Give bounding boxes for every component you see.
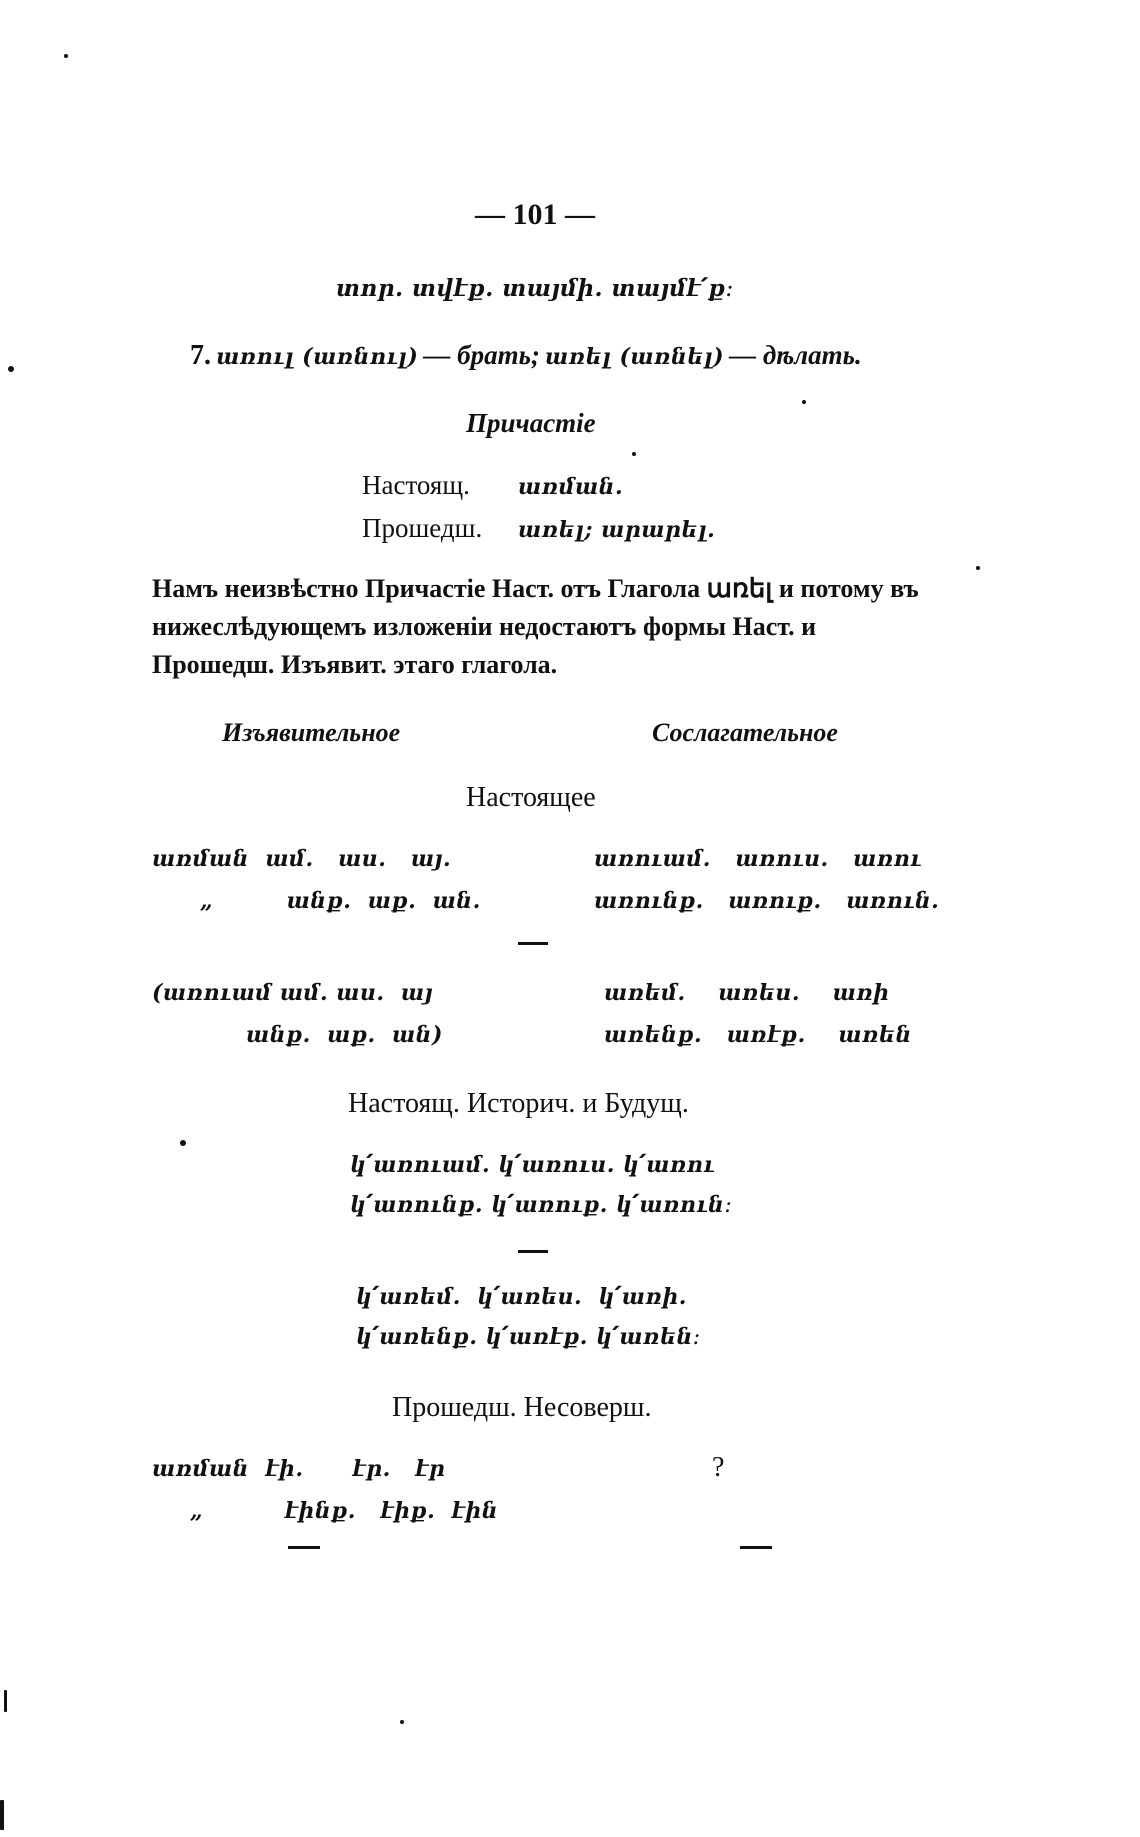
subjunctive-row-1: առուամ. առուս. առու [594,846,922,872]
imperfect-row-2: „ էինք. էիք. էին [190,1498,499,1524]
hist-row-2: կ՛առունք. կ՛առուք. կ՛առուն։ [350,1192,733,1218]
past-label: Прошедш. [362,513,483,543]
imperfect-heading: Прошедш. Несоверш. [392,1392,652,1423]
separator-dash [518,1250,548,1253]
alt-indicative-row-1: (առուամ ամ. աս. այ [152,980,433,1006]
indicative-heading: Изъявительное [222,718,401,747]
scan-speck [4,1690,7,1712]
scan-speck [180,1140,186,1146]
hist-future-heading: Настоящ. Историч. и Будущ. [348,1088,689,1119]
scan-speck [802,400,806,404]
gloss-do: — дѣлать. [729,340,862,370]
armenian-verb-do: առել (առնել) [545,344,725,370]
alt-subjunctive-row-1: առեմ. առես. առի [604,980,890,1006]
explanatory-paragraph: Намъ неизвѣстно Причастіе Наст. отъ Глагола առել и потому въ нижеслѣдующемъ изложеніи недостаютъ формы Наст. и Прошедш. Изъявит. этаго глагола. [152,574,919,679]
armenian-verb-take: առուլ (առնուլ) [216,344,419,370]
gloss-take: — брать; [423,340,540,370]
scan-speck [8,366,14,372]
imperfect-row-1: առման էի. էր. էր [152,1456,446,1482]
alt-indicative-row-2: անք. աք. ան) [246,1022,443,1048]
question-mark: ? [712,1452,725,1483]
present-heading: Настоящее [466,782,596,813]
indicative-row-2: „ անք. աք. ան. [200,888,481,914]
scan-speck [400,1720,404,1724]
scan-speck [632,452,636,456]
present-label: Настоящ. [362,470,470,500]
hist-row-3: կ՛առեմ. կ՛առես. կ՛առի. [356,1284,687,1310]
subjunctive-heading: Сослагательное [652,718,838,747]
participle-title: Причастіе [466,408,596,438]
page-number: — 101 — [475,198,595,231]
separator-dash [740,1546,772,1549]
scan-speck [976,566,980,570]
separator-dash [518,942,548,945]
hist-row-1: կ՛առուամ. կ՛առուս. կ՛առու [350,1152,715,1178]
scan-speck [0,1800,4,1830]
verb-heading-7 [190,340,862,372]
subjunctive-row-2: առունք. առուք. առուն. [594,888,940,914]
scan-speck [64,54,68,58]
past-value: առել; արարել. [518,517,716,543]
alt-subjunctive-row-2: առենք. առէք. առեն [604,1022,912,1048]
separator-dash [288,1546,320,1549]
armenian-top-line: տոր. տվէք. տայմի. տայմէ՛ք։ [336,275,734,302]
indicative-row-1: առման ամ. աս. այ. [152,846,452,872]
item-number: 7. [190,340,211,371]
present-value: առման. [518,474,624,500]
hist-row-4: կ՛առենք. կ՛առէք. կ՛առեն։ [356,1324,701,1350]
